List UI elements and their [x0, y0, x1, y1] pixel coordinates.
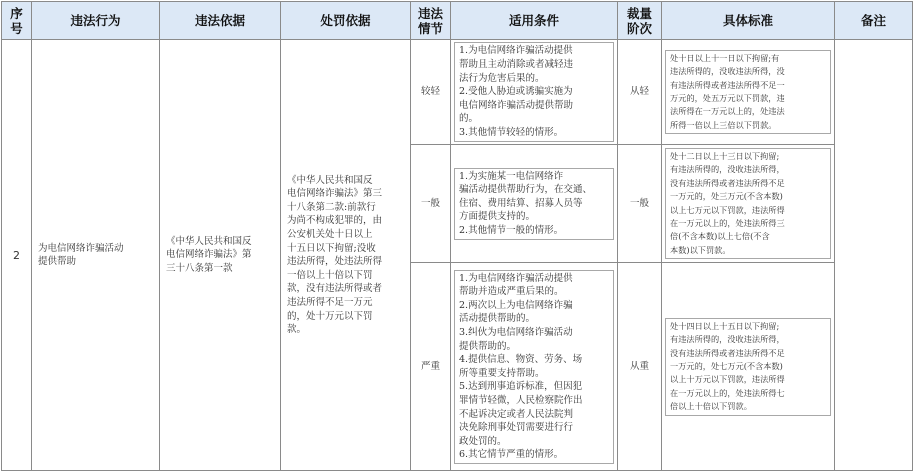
conditions-light: 1.为电信网络诈骗活动提供 帮助且主动消除或者减轻违 法行为危害后果的。 2.受他人胁迫或诱骗实施为 电信网络诈骗活动提供帮助 的。 3.其他情节较轻的情形。	[451, 40, 618, 145]
standard-severe: 处十四日以上十五日以下拘留; 有违法所得的，没收违法所得， 没有违法所得或者违法所得不足 一万元的，处七万元(不含本数) 以上十万元以下罚款，违法所得 在一万元以上的，处违法所得七 倍以上十倍以下罚款。	[662, 263, 835, 471]
penalty-standard-table	[1, 1, 913, 471]
tier-severe: 从重	[618, 263, 662, 471]
table-row	[2, 40, 913, 145]
standard-light: 处十日以上十一日以下拘留;有 违法所得的，没收违法所得，没 有违法所得或者违法所得不足一 万元的，处五万元以下罚款，违 法所得在一万元以上的，处违法 所得一倍以上三倍以下罚款。	[662, 40, 835, 145]
behavior-line-1: 为电信网络诈骗活动	[38, 242, 124, 254]
row-index: 2	[2, 40, 32, 471]
row-remark	[835, 40, 913, 471]
tier-light: 从轻	[618, 40, 662, 145]
plot-severe: 严重	[411, 263, 451, 471]
row-penalty-basis: 《中华人民共和国反 电信网络诈骗法》第三 十八条第二款:前款行 为尚不构成犯罪的，由 公安机关处十日以上 十五日以下拘留;没收 违法所得，处违法所得 一倍以上十倍以下罚 款，没有违法所得或者 违法所得不足一万元 的，处十万元以下罚 款。	[281, 40, 411, 471]
conditions-severe: 1.为电信网络诈骗活动提供 帮助并造成严重后果的。 2.两次以上为电信网络诈骗 活动提供帮助的。 3.纠伙为电信网络诈骗活动 提供帮助的。 4.提供信息、物资、劳务、场 所等重要支持帮助。 5.达到刑事追诉标准，但因犯 罪情节轻微，人民检察院作出 不起诉决定或者人民法院判 决免除刑事处罚需要进行行 政处罚的。 6.其它情节严重的情形。	[451, 263, 618, 471]
header-row	[2, 2, 913, 40]
header-index: 序 号	[2, 2, 32, 40]
header-tier: 裁量 阶次	[618, 2, 662, 40]
plot-light: 较轻	[411, 40, 451, 145]
behavior-line-2: 提供帮助	[38, 256, 77, 268]
standard-normal: 处十二日以上十三日以下拘留; 有违法所得的，没收违法所得， 没有违法所得或者违法所得不足 一万元的，处三万元(不含本数) 以上七万元以下罚款，违法所得 在一万元以上的，处违法所得三 倍(不含本数)以上七倍(不含 本数)以下罚款。	[662, 145, 835, 263]
header-behavior: 违法行为	[32, 2, 160, 40]
header-plot: 违法 情节	[411, 2, 451, 40]
header-standard: 具体标准	[662, 2, 835, 40]
header-legal-basis: 违法依据	[160, 2, 281, 40]
header-remark: 备注	[835, 2, 913, 40]
header-conditions: 适用条件	[451, 2, 618, 40]
header-penalty-basis: 处罚依据	[281, 2, 411, 40]
conditions-normal: 1.为实施某一电信网络诈 骗活动提供帮助行为，在交通、 住宿、费用结算、招募人员等 方面提供支持的。 2.其他情节一般的情形。	[451, 145, 618, 263]
row-legal-basis: 《中华人民共和国反 电信网络诈骗法》第 三十八条第一款	[160, 40, 281, 471]
row-behavior	[32, 40, 160, 471]
plot-normal: 一般	[411, 145, 451, 263]
tier-normal: 一般	[618, 145, 662, 263]
